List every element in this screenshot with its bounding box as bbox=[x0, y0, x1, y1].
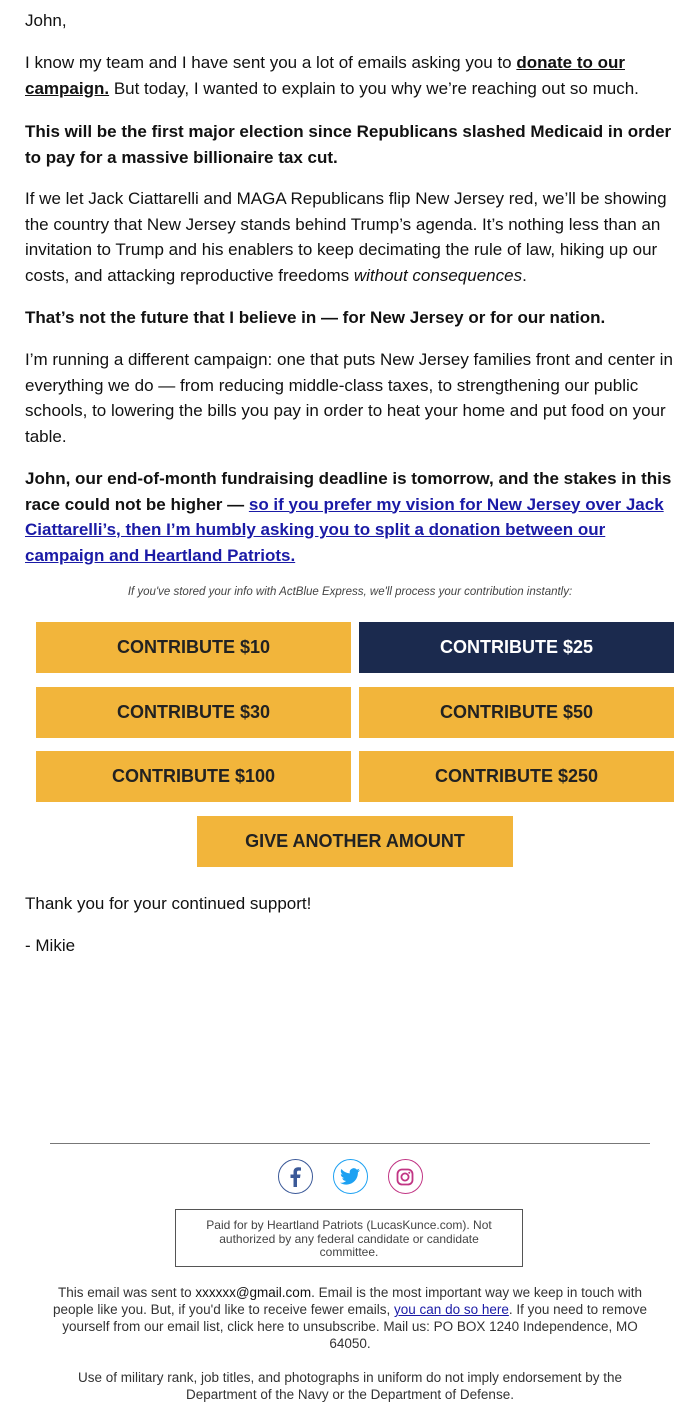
contribute-25-button[interactable]: CONTRIBUTE $25 bbox=[359, 622, 674, 673]
contribute-10-button[interactable]: CONTRIBUTE $10 bbox=[36, 622, 351, 673]
footer-fewer-text: . Email is the most important way we keep in touch with people like you. But, if you'd like to receive fewer emails, bbox=[53, 1285, 642, 1317]
maga-italic: without consequences bbox=[353, 265, 523, 285]
contribute-100-button[interactable]: CONTRIBUTE $100 bbox=[36, 751, 351, 802]
fewer-emails-link[interactable]: you can do so here bbox=[394, 1302, 509, 1317]
thanks-text: Thank you for your continued support! bbox=[25, 894, 312, 913]
deadline-paragraph bbox=[25, 466, 677, 568]
give-another-amount-button[interactable]: GIVE ANOTHER AMOUNT bbox=[197, 816, 513, 867]
facebook-icon[interactable] bbox=[278, 1159, 313, 1194]
greeting: John, bbox=[25, 11, 67, 30]
intro-text-tail: But today, I wanted to explain to you why we’re reaching out so much. bbox=[109, 78, 639, 98]
twitter-icon[interactable] bbox=[333, 1159, 368, 1194]
footer-divider bbox=[50, 1143, 650, 1144]
social-links bbox=[0, 1159, 700, 1194]
instagram-icon[interactable] bbox=[388, 1159, 423, 1194]
recipient-email: xxxxxx@gmail.com bbox=[195, 1285, 312, 1300]
signature: - Mikie bbox=[25, 936, 76, 955]
intro-text: I know my team and I have sent you a lot of emails asking you to bbox=[25, 53, 517, 72]
contribute-250-button[interactable]: CONTRIBUTE $250 bbox=[359, 751, 674, 802]
military-disclaimer: Use of military rank, job titles, and photographs in uniform do not imply endorsement by the Department of the Navy or the Department of Defense. bbox=[77, 1370, 623, 1402]
maga-paragraph bbox=[25, 186, 677, 288]
footer-notice bbox=[50, 1284, 650, 1352]
donate-link[interactable]: donate to our campaign. bbox=[25, 53, 625, 98]
paid-for-disclaimer: Paid for by Heartland Patriots (LucasKunce.com). Not authorized by any federal candidate or candidate committee. bbox=[175, 1209, 523, 1267]
campaign-paragraph: I’m running a different campaign: one that puts New Jersey families front and center in everything we do — from reducing middle-class taxes, to strengthening our public schools, to lowering the bills you pay in order to heat your home and put food on your table. bbox=[25, 350, 673, 446]
intro-paragraph bbox=[25, 50, 677, 101]
maga-text-tail: . bbox=[522, 265, 527, 285]
maga-text: If we let Jack Ciattarelli and MAGA Republicans flip New Jersey red, we’ll be showing the country that New Jersey stands behind Trump’s agenda. It’s nothing less than an invitation to Trump and his enablers to keep decimating the rule of law, hiking up our costs, and attacking reproductive freedoms bbox=[25, 189, 667, 285]
unsubscribe-text[interactable]: . If you need to remove yourself from our email list, click here to unsubscribe. Mail us: PO BOX 1240 Independence, MO 64050. bbox=[62, 1302, 647, 1351]
footer-sent-text: This email was sent to bbox=[58, 1285, 196, 1300]
actblue-express-note: If you've stored your info with ActBlue Express, we'll process your contribution instantly: bbox=[127, 586, 573, 598]
deadline-text: John, our end-of-month fundraising deadline is tomorrow, and the stakes in this race could not be higher — bbox=[25, 469, 672, 514]
split-donation-link[interactable]: so if you prefer my vision for New Jersey over Jack Ciattarelli’s, then I’m humbly asking you to split a donation between our campaign and Heartland Patriots. bbox=[25, 494, 664, 565]
contribute-50-button[interactable]: CONTRIBUTE $50 bbox=[359, 687, 674, 738]
future-paragraph: That’s not the future that I believe in — for New Jersey or for our nation. bbox=[25, 308, 606, 327]
contribute-30-button[interactable]: CONTRIBUTE $30 bbox=[36, 687, 351, 738]
medicaid-paragraph: This will be the first major election since Republicans slashed Medicaid in order to pay for a massive billionaire tax cut. bbox=[25, 122, 672, 167]
